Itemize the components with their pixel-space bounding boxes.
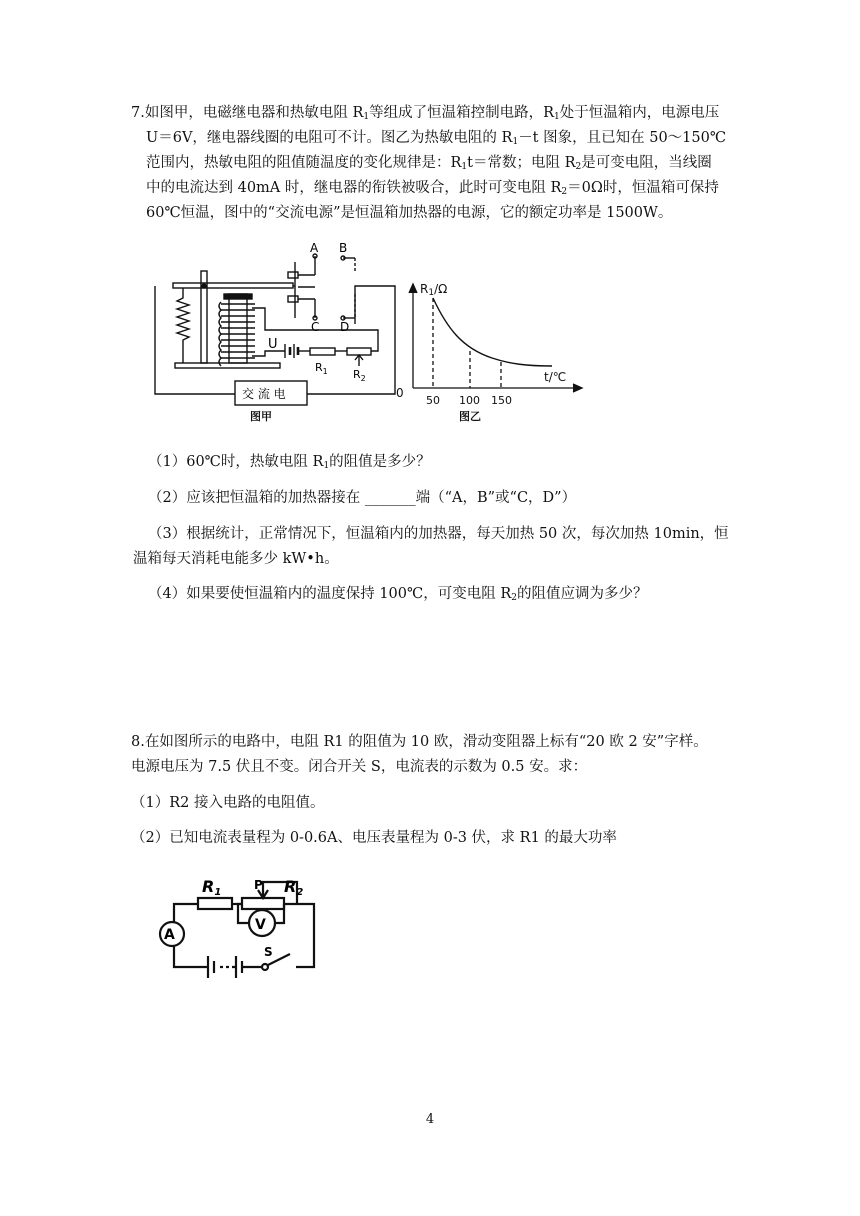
q7-line-4: 中的电流达到 40mA 时，继电器的衔铁被吸合，此时可变电阻 $R_2=0\Omega$时，恒温箱可保持 bbox=[146, 180, 719, 197]
graph-tick-150: 150 bbox=[491, 394, 512, 407]
ac-source-label: 交 流 电 bbox=[242, 387, 286, 401]
q7-line-1: 7.如图甲，电磁继电器和热敏电阻 $R_1$等组成了恒温箱控制电路，$R_1$处于恒温箱内，电源电压 bbox=[131, 105, 720, 122]
voltmeter-label: V bbox=[255, 917, 266, 933]
q7-sub-3b: 温箱每天消耗电能多少 kW•h。 bbox=[133, 551, 339, 567]
slider-p-label: P bbox=[254, 878, 263, 892]
q8-line-1: 8.在如图所示的电路中，电阻 R1 的阻值为 10 欧，滑动变阻器上标有“20 欧 2 安”字样。 bbox=[131, 734, 708, 750]
q7-sub-3a: （3）根据统计，正常情况下，恒温箱内的加热器，每天加热 50 次，每次加热 10min，恒 bbox=[148, 526, 729, 542]
switch-s-label: S bbox=[264, 945, 273, 959]
q7-sub-1: （1）60℃时，热敏电阻 $R_1$的阻值是多少？ bbox=[148, 454, 431, 471]
label-B: B bbox=[339, 241, 348, 255]
graph-tick-100: 100 bbox=[459, 394, 480, 407]
q8-sub-2: （2）已知电流表量程为 0-0.6A、电压表量程为 0-3 伏，求 R1 的最大功率 bbox=[131, 830, 617, 846]
q7-line-2: U＝6V，继电器线圈的电阻可不计。图乙为热敏电阻的 $R_1-t$ 图象，且已知在 50～150℃ bbox=[146, 130, 727, 147]
ammeter-label: A bbox=[164, 927, 175, 943]
relay-circuit-figure bbox=[145, 238, 405, 410]
caption-jia-text: 图甲 bbox=[250, 410, 272, 423]
graph-origin: 0 bbox=[396, 386, 404, 400]
label-U: U bbox=[268, 337, 278, 352]
label-C: C bbox=[311, 320, 320, 334]
q7-sub-4: （4）如果要使恒温箱内的温度保持 100℃，可变电阻 $R_2$的阻值应调为多少？ bbox=[148, 586, 648, 603]
graph-y-label: $R_1/\Omega$ bbox=[420, 282, 448, 298]
q7-line-5: 60℃恒温，图中的“交流电源”是恒温箱加热器的电源，它的额定功率是 1500W。 bbox=[146, 205, 673, 221]
caption-yi: 图乙 bbox=[459, 410, 481, 423]
page-number: 4 bbox=[425, 1112, 435, 1127]
label-R1: $R_1$ bbox=[315, 361, 328, 376]
q7-sub-2: （2）应该把恒温箱的加热器接在 _______端（“A，B”或“C，D”） bbox=[148, 490, 577, 506]
q8-line-2: 电源电压为 7.5 伏且不变。闭合开关 S，电流表的示数为 0.5 安。求： bbox=[131, 759, 588, 775]
label-A: A bbox=[310, 241, 319, 255]
q8-circuit-figure bbox=[150, 868, 325, 980]
q7-line-3: 范围内，热敏电阻的阻值随温度的变化规律是：$R_1t=$常数；电阻 $R_2$是可变电阻，当线圈 bbox=[146, 155, 712, 172]
q8-sub-1: （1）R2 接入电路的电阻值。 bbox=[131, 795, 325, 811]
graph-x-label: t/℃ bbox=[544, 370, 567, 384]
label-R2: $R_2$ bbox=[353, 368, 366, 383]
label-D: D bbox=[340, 320, 350, 334]
r2-label: R2 bbox=[284, 877, 304, 898]
r1-label: R1 bbox=[202, 877, 222, 898]
graph-tick-50: 50 bbox=[426, 394, 440, 407]
